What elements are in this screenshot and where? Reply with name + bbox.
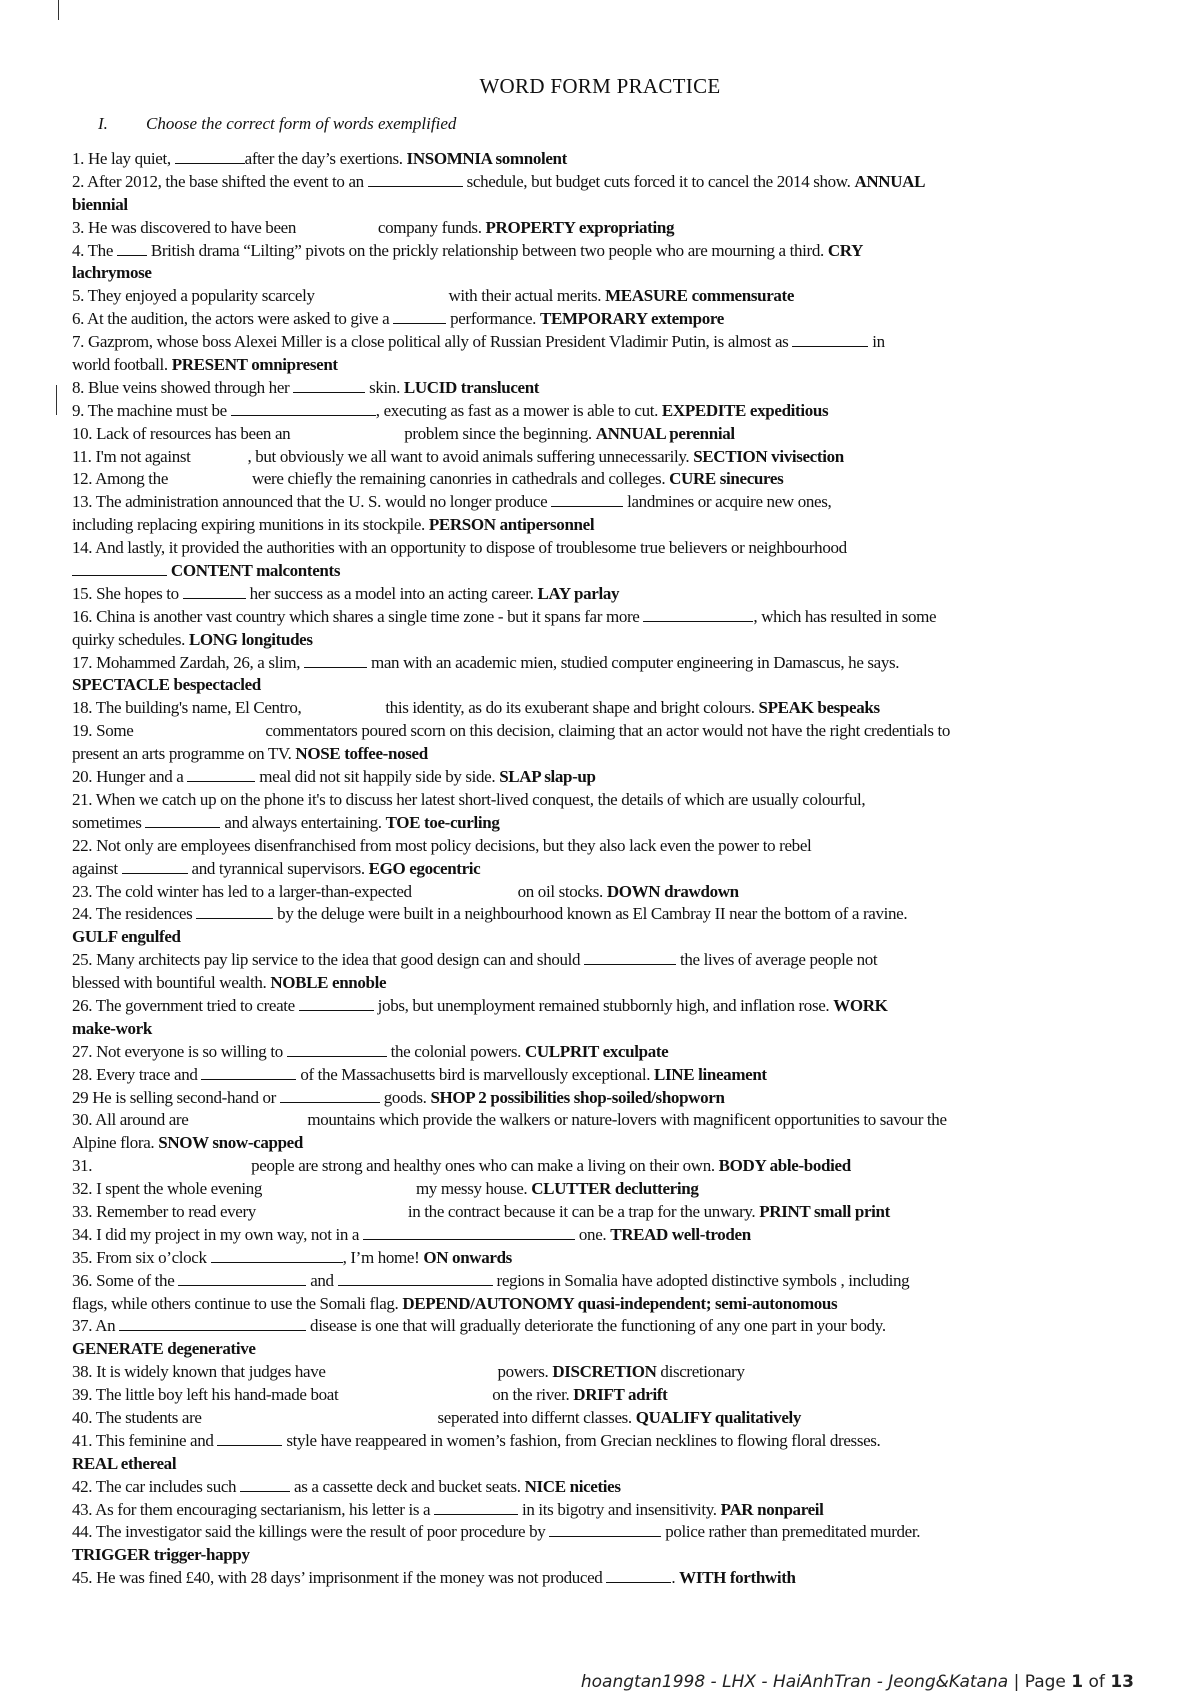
question-text: powers. bbox=[497, 1362, 553, 1382]
question-text: the lives of average people not bbox=[676, 950, 878, 970]
answer-key: EXPEDITE expeditious bbox=[661, 400, 829, 420]
answer-key: LONG longitudes bbox=[188, 629, 313, 649]
exercise-line bbox=[72, 1499, 1134, 1522]
answer-key: DISCRETION bbox=[552, 1362, 657, 1382]
exercise-line bbox=[72, 1270, 1134, 1293]
answer-key: ANNUAL bbox=[854, 171, 926, 191]
answer-key: PERSON antipersonnel bbox=[428, 515, 595, 535]
answer-key: SPECTACLE bespectacled bbox=[72, 675, 261, 695]
answer-key: PRINT small print bbox=[759, 1201, 890, 1221]
footer-page-total: 13 bbox=[1110, 1672, 1134, 1692]
question-text: 4. The bbox=[72, 240, 117, 260]
exercise-line bbox=[72, 1521, 1134, 1544]
exercise-line bbox=[72, 652, 1134, 675]
question-text: 37. An bbox=[72, 1316, 120, 1336]
exercise-line bbox=[72, 491, 1134, 514]
question-text: my messy house. bbox=[415, 1179, 532, 1199]
question-text: 39. The little boy left his hand-made boat bbox=[72, 1385, 343, 1405]
answer-key: REAL ethereal bbox=[72, 1453, 177, 1473]
answer-key: PROPERTY expropriating bbox=[485, 217, 675, 237]
exercise-line bbox=[72, 171, 1134, 194]
answer-key: SPEAK bespeaks bbox=[758, 698, 880, 718]
exercise-line bbox=[72, 606, 1134, 629]
answer-key: MEASURE commensurate bbox=[605, 286, 795, 306]
exercise-line bbox=[72, 743, 1134, 766]
question-text: 1. He lay quiet, bbox=[72, 149, 175, 168]
question-text: , but obviously we all want to avoid animals suffering unnecessarily. bbox=[247, 446, 694, 466]
question-text: blessed with bountiful wealth. bbox=[72, 973, 271, 993]
answer-key: PRESENT omnipresent bbox=[171, 355, 338, 375]
exercise-line bbox=[72, 1315, 1134, 1338]
answer-key: TREAD well-troden bbox=[610, 1224, 751, 1244]
answer-blank bbox=[293, 378, 365, 393]
answer-key: TEMPORARY extempore bbox=[539, 309, 724, 329]
exercise-line bbox=[72, 1407, 1134, 1430]
answer-key: NOBLE ennoble bbox=[270, 973, 387, 993]
question-text: 5. They enjoyed a popularity scarcely bbox=[72, 286, 319, 306]
question-text: in its bigotry and insensitivity. bbox=[518, 1499, 721, 1519]
exercise-line bbox=[72, 514, 1134, 537]
exercise-line bbox=[72, 1201, 1134, 1224]
exercise-line bbox=[72, 377, 1134, 400]
answer-key: biennial bbox=[72, 194, 128, 214]
exercise-line bbox=[72, 629, 1134, 652]
answer-key: GULF engulfed bbox=[72, 927, 181, 947]
answer-blank bbox=[178, 1271, 306, 1286]
question-text: , I’m home! bbox=[342, 1247, 424, 1267]
exercise-line bbox=[72, 1453, 1134, 1476]
question-text: 10. Lack of resources has been an bbox=[72, 423, 295, 443]
question-text: 6. At the audition, the actors were asked to give a bbox=[72, 309, 394, 329]
page-title: WORD FORM PRACTICE bbox=[479, 74, 721, 98]
answer-blank bbox=[145, 813, 220, 828]
footer-page-number: 1 bbox=[1071, 1672, 1084, 1692]
answer-blank bbox=[606, 1568, 671, 1583]
exercise-line bbox=[72, 240, 1134, 263]
exercise-line bbox=[72, 1247, 1134, 1270]
question-text: in the contract because it can be a trap for the unwary. bbox=[407, 1201, 760, 1221]
question-text: police rather than premeditated murder. bbox=[661, 1522, 921, 1542]
exercise-line bbox=[72, 1109, 1134, 1132]
answer-blank bbox=[363, 1225, 575, 1240]
question-text: , which has resulted in some bbox=[753, 606, 937, 626]
answer-key: CRY bbox=[827, 240, 863, 260]
answer-key: QUALIFY qualitatively bbox=[635, 1407, 802, 1427]
question-text: 15. She hopes to bbox=[72, 583, 183, 603]
question-text: schedule, but budget cuts forced it to cancel the 2014 show. bbox=[462, 171, 855, 191]
question-text: 7. Gazprom, whose boss Alexei Miller is a close political ally of Russian President Vladimir Putin, is almost as bbox=[72, 332, 793, 352]
question-text: 12. Among the bbox=[72, 469, 172, 489]
answer-key: WORK bbox=[833, 995, 888, 1015]
answer-blank bbox=[117, 241, 147, 256]
question-text: of the Massachusetts bird is marvellously exceptional. bbox=[296, 1064, 655, 1084]
answer-key: NICE niceties bbox=[524, 1476, 621, 1496]
answer-blank bbox=[122, 859, 188, 874]
question-text: 14. And lastly, it provided the authorities with an opportunity to dispose of troublesome true believers or neighbourhood bbox=[72, 538, 847, 558]
answer-blank bbox=[211, 1248, 343, 1263]
answer-blank bbox=[338, 1271, 493, 1286]
answer-blank bbox=[240, 1477, 290, 1492]
question-text: 24. The residences bbox=[72, 904, 197, 924]
exercise-line bbox=[72, 674, 1134, 697]
exercise-list bbox=[72, 148, 1134, 1590]
question-text: disease is one that will gradually deteriorate the functioning of any one part in your body. bbox=[306, 1316, 886, 1336]
question-text: 34. I did my project in my own way, not in a bbox=[72, 1224, 363, 1244]
exercise-line bbox=[72, 903, 1134, 926]
exercise-line bbox=[72, 789, 1134, 812]
exercise-line bbox=[72, 1293, 1134, 1316]
question-text: 2. After 2012, the base shifted the event to an bbox=[72, 171, 368, 191]
exercise-line bbox=[72, 766, 1134, 789]
footer-page-prefix: | Page bbox=[1008, 1672, 1072, 1692]
footer-of: of bbox=[1083, 1672, 1111, 1692]
question-text: 22. Not only are employees disenfranchised from most policy decisions, but they also lack even the power to rebel bbox=[72, 835, 812, 855]
answer-key: LUCID translucent bbox=[403, 377, 540, 397]
question-text: this identity, as do its exuberant shape and bright colours. bbox=[385, 698, 759, 718]
question-text: quirky schedules. bbox=[72, 629, 189, 649]
answer-key: CLUTTER decluttering bbox=[531, 1179, 699, 1199]
answer-blank bbox=[201, 1065, 296, 1080]
exercise-line bbox=[72, 423, 1134, 446]
answer-blank bbox=[299, 996, 374, 1011]
question-text: by the deluge were built in a neighbourhood known as El Cambray II near the bottom of a ravine. bbox=[273, 904, 908, 924]
question-text: 3. He was discovered to have been bbox=[72, 217, 300, 237]
answer-blank bbox=[393, 309, 446, 324]
question-text: and always entertaining. bbox=[220, 812, 386, 832]
question-text: and bbox=[306, 1270, 338, 1290]
exercise-line bbox=[72, 926, 1134, 949]
exercise-line bbox=[72, 148, 1134, 171]
question-text: 35. From six o’clock bbox=[72, 1247, 211, 1267]
answer-blank bbox=[196, 904, 273, 919]
question-text: 43. As for them encouraging sectarianism, his letter is a bbox=[72, 1499, 435, 1519]
answer-key: ANNUAL perennial bbox=[595, 423, 735, 443]
question-text: after the day’s exertions. bbox=[244, 149, 407, 168]
question-text: problem since the beginning. bbox=[404, 423, 596, 443]
exercise-line bbox=[72, 560, 1134, 583]
exercise-line bbox=[72, 812, 1134, 835]
exercise-line bbox=[72, 217, 1134, 240]
exercise-line bbox=[72, 995, 1134, 1018]
exercise-line bbox=[72, 583, 1134, 606]
question-text: as a cassette deck and bucket seats. bbox=[290, 1476, 525, 1496]
question-text: 9. The machine must be bbox=[72, 400, 231, 420]
exercise-line bbox=[72, 881, 1134, 904]
section-numeral: I. bbox=[98, 114, 108, 133]
exercise-line bbox=[72, 468, 1134, 491]
exercise-line bbox=[72, 1430, 1134, 1453]
exercise-line bbox=[72, 1178, 1134, 1201]
answer-key: SLAP slap-up bbox=[499, 767, 596, 787]
question-text: performance. bbox=[446, 309, 540, 329]
question-text: against bbox=[72, 858, 122, 878]
exercise-line bbox=[72, 720, 1134, 743]
exercise-line bbox=[72, 262, 1134, 285]
question-text: goods. bbox=[379, 1087, 431, 1107]
answer-blank bbox=[175, 149, 245, 164]
question-text: 33. Remember to read every bbox=[72, 1201, 260, 1221]
footer-authors: hoangtan1998 - LHX - HaiAnhTran - Jeong&Katana bbox=[580, 1672, 1009, 1692]
instruction-text: Choose the correct form of words exemplified bbox=[146, 114, 457, 133]
exercise-line bbox=[72, 1064, 1134, 1087]
question-text: sometimes bbox=[72, 812, 146, 832]
answer-blank bbox=[217, 1431, 282, 1446]
answer-blank bbox=[792, 332, 868, 347]
answer-key: WITH forthwith bbox=[679, 1568, 796, 1588]
answer-key: EGO egocentric bbox=[368, 858, 481, 878]
answer-blank bbox=[304, 653, 367, 668]
question-text: 17. Mohammed Zardah, 26, a slim, bbox=[72, 652, 305, 672]
question-text: 13. The administration announced that the U. S. would no longer produce bbox=[72, 492, 552, 512]
answer-blank bbox=[72, 561, 167, 576]
question-text: mountains which provide the walkers or nature-lovers with magnificent opportunities to savour the bbox=[307, 1110, 947, 1130]
question-text: 45. He was fined £40, with 28 days’ imprisonment if the money was not produced bbox=[72, 1568, 607, 1588]
question-text: 41. This feminine and bbox=[72, 1430, 218, 1450]
answer-key: INSOMNIA somnolent bbox=[406, 149, 567, 168]
answer-key: TOE toe-curling bbox=[385, 812, 500, 832]
answer-key: NOSE toffee-nosed bbox=[295, 744, 428, 764]
question-text: on oil stocks. bbox=[517, 881, 607, 901]
exercise-line bbox=[72, 1384, 1134, 1407]
question-text: and tyrannical supervisors. bbox=[187, 858, 369, 878]
answer-key: DEPEND/AUTONOMY quasi-independent; semi-autonomous bbox=[402, 1293, 838, 1313]
question-text: 19. Some bbox=[72, 721, 138, 741]
question-text: 20. Hunger and a bbox=[72, 767, 188, 787]
answer-key: BODY able-bodied bbox=[718, 1156, 851, 1176]
exercise-line bbox=[72, 835, 1134, 858]
answer-key: SECTION vivisection bbox=[693, 446, 844, 466]
question-text: man with an academic mien, studied computer engineering in Damascus, he says. bbox=[367, 652, 900, 672]
question-text: were chiefly the remaining canonries in cathedrals and colleges. bbox=[251, 469, 670, 489]
margin-mark bbox=[58, 0, 59, 20]
answer-key: CONTENT malcontents bbox=[170, 561, 341, 581]
question-text: present an arts programme on TV. bbox=[72, 744, 296, 764]
answer-blank bbox=[119, 1316, 306, 1331]
question-text: commentators poured scorn on this decision, claiming that an actor would not have the right credentials to bbox=[265, 721, 951, 741]
question-text: world football. bbox=[72, 355, 172, 375]
answer-blank bbox=[434, 1500, 518, 1515]
exercise-line bbox=[72, 1361, 1134, 1384]
exercise-line bbox=[72, 446, 1134, 469]
question-text: company funds. bbox=[377, 217, 486, 237]
question-text: 26. The government tried to create bbox=[72, 995, 299, 1015]
exercise-line bbox=[72, 949, 1134, 972]
answer-key: lachrymose bbox=[72, 263, 152, 283]
question-text: regions in Somalia have adopted distinctive symbols , including bbox=[492, 1270, 910, 1290]
question-text: 8. Blue veins showed through her bbox=[72, 377, 294, 397]
question-text: British drama “Lilting” pivots on the prickly relationship between two people who are mourning a third. bbox=[146, 240, 828, 260]
question-text: 25. Many architects pay lip service to the idea that good design can and should bbox=[72, 950, 585, 970]
answer-blank bbox=[183, 584, 246, 599]
exercise-line bbox=[72, 1041, 1134, 1064]
question-text: 29 He is selling second-hand or bbox=[72, 1087, 280, 1107]
answer-blank bbox=[280, 1088, 380, 1103]
answer-key: SNOW snow-capped bbox=[158, 1133, 303, 1153]
exercise-line bbox=[72, 697, 1134, 720]
question-text: the colonial powers. bbox=[386, 1041, 525, 1061]
answer-key: TRIGGER trigger-happy bbox=[72, 1545, 250, 1565]
question-text: 23. The cold winter has led to a larger-than-expected bbox=[72, 881, 416, 901]
answer-key: CULPRIT exculpate bbox=[524, 1041, 669, 1061]
exercise-line bbox=[72, 331, 1134, 354]
question-text: 38. It is widely known that judges have bbox=[72, 1362, 330, 1382]
answer-key: SHOP 2 possibilities shop-soiled/shopworn bbox=[430, 1087, 725, 1107]
exercise-line bbox=[72, 400, 1134, 423]
question-text: 21. When we catch up on the phone it's to discuss her latest short-lived conquest, the details of which are usually colourful, bbox=[72, 789, 866, 809]
answer-key: ON onwards bbox=[423, 1247, 512, 1267]
exercise-line bbox=[72, 1338, 1134, 1361]
answer-key: LINE lineament bbox=[654, 1064, 767, 1084]
answer-blank bbox=[551, 492, 623, 507]
exercise-line bbox=[72, 285, 1134, 308]
question-text: 44. The investigator said the killings were the result of poor procedure by bbox=[72, 1522, 550, 1542]
exercise-line bbox=[72, 194, 1134, 217]
question-text: 30. All around are bbox=[72, 1110, 193, 1130]
question-text: 31. bbox=[72, 1156, 97, 1176]
question-text: on the river. bbox=[492, 1385, 574, 1405]
exercise-line bbox=[72, 1132, 1134, 1155]
answer-blank bbox=[187, 767, 255, 782]
question-text: 28. Every trace and bbox=[72, 1064, 202, 1084]
answer-blank bbox=[549, 1522, 661, 1537]
question-text: in bbox=[868, 332, 885, 352]
exercise-line bbox=[72, 1018, 1134, 1041]
exercise-line bbox=[72, 1567, 1134, 1590]
question-text: people are strong and healthy ones who can make a living on their own. bbox=[251, 1156, 719, 1176]
answer-key: make-work bbox=[72, 1018, 152, 1038]
question-text: meal did not sit happily side by side. bbox=[255, 767, 500, 787]
question-text: seperated into differnt classes. bbox=[437, 1407, 636, 1427]
exercise-line bbox=[72, 858, 1134, 881]
answer-key: GENERATE degenerative bbox=[72, 1339, 256, 1359]
question-text: one. bbox=[575, 1224, 611, 1244]
answer-key: LAY parlay bbox=[537, 583, 620, 603]
answer-key: DOWN drawdown bbox=[606, 881, 739, 901]
question-text: 36. Some of the bbox=[72, 1270, 179, 1290]
question-text: 40. The students are bbox=[72, 1407, 206, 1427]
exercise-line bbox=[72, 354, 1134, 377]
question-text: 27. Not everyone is so willing to bbox=[72, 1041, 287, 1061]
question-text: her success as a model into an acting career. bbox=[245, 583, 538, 603]
question-text: 42. The car includes such bbox=[72, 1476, 241, 1496]
question-text: flags, while others continue to use the Somali flag. bbox=[72, 1293, 403, 1313]
exercise-line bbox=[72, 1155, 1134, 1178]
question-text: landmines or acquire new ones, bbox=[623, 492, 832, 512]
exercise-line bbox=[72, 1224, 1134, 1247]
answer-key: CURE sinecures bbox=[669, 469, 784, 489]
question-text: including replacing expiring munitions in its stockpile. bbox=[72, 515, 429, 535]
question-text: style have reappeared in women’s fashion, from Grecian necklines to flowing floral dresses. bbox=[282, 1430, 881, 1450]
answer-key: PAR nonpareil bbox=[720, 1499, 824, 1519]
question-text: , executing as fast as a mower is able to cut. bbox=[375, 400, 662, 420]
section-instruction bbox=[98, 114, 456, 134]
exercise-line bbox=[72, 1476, 1134, 1499]
question-text: with their actual merits. bbox=[448, 286, 606, 306]
exercise-line bbox=[72, 308, 1134, 331]
answer-blank bbox=[231, 401, 376, 416]
margin-mark bbox=[56, 385, 57, 415]
exercise-line bbox=[72, 537, 1134, 560]
page-footer bbox=[581, 1672, 1134, 1692]
question-text: 11. I'm not against bbox=[72, 446, 195, 466]
question-text: . bbox=[671, 1568, 680, 1588]
question-text: skin. bbox=[365, 377, 404, 397]
question-text: discretionary bbox=[656, 1362, 745, 1382]
question-text: jobs, but unemployment remained stubbornly high, and inflation rose. bbox=[373, 995, 834, 1015]
exercise-line bbox=[72, 1544, 1134, 1567]
answer-blank bbox=[584, 950, 676, 965]
answer-key: DRIFT adrift bbox=[573, 1385, 668, 1405]
exercise-line bbox=[72, 972, 1134, 995]
question-text: 18. The building's name, El Centro, bbox=[72, 698, 306, 718]
answer-blank bbox=[643, 607, 753, 622]
exercise-line bbox=[72, 1087, 1134, 1110]
answer-blank bbox=[368, 172, 463, 187]
question-text: 16. China is another vast country which shares a single time zone - but it spans far more bbox=[72, 606, 644, 626]
question-text: Alpine flora. bbox=[72, 1133, 159, 1153]
answer-blank bbox=[287, 1042, 387, 1057]
question-text: 32. I spent the whole evening bbox=[72, 1179, 266, 1199]
